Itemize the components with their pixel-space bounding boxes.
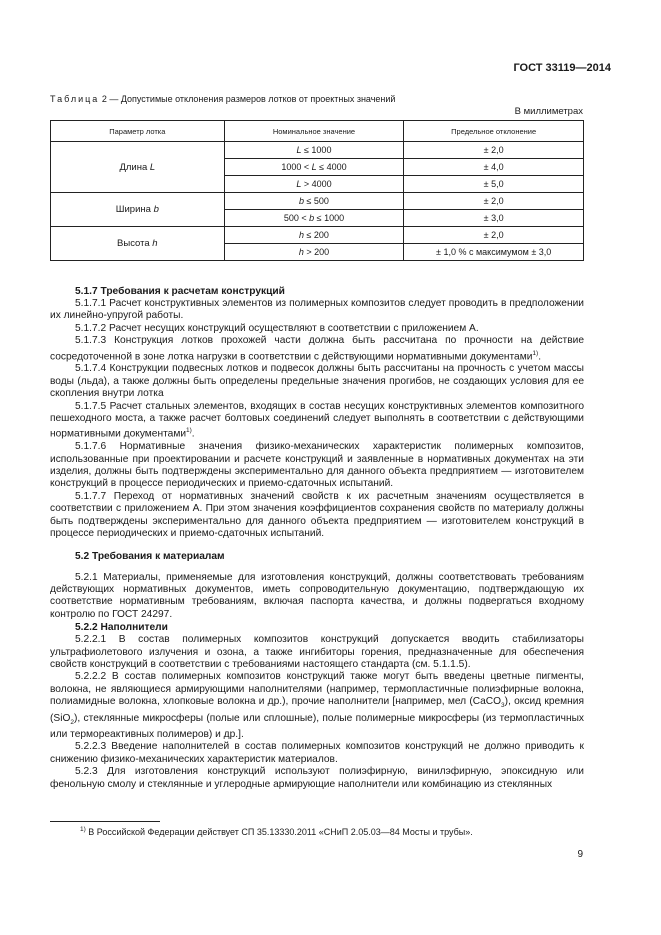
nominal-cell: h > 200: [224, 244, 404, 261]
paragraph-text: 5.1.7.5 Расчет стальных элементов, входящих в состав несущих конструктивных элементов композитного пешеходного моста, а также расчет болтовых соединений следует выполнять в соответствии с действующими нормативными документами: [50, 400, 584, 440]
section-5-1-7-title: 5.1.7 Требования к расчетам конструкций: [75, 286, 285, 297]
table-row: [51, 142, 584, 159]
tolerance-cell: ± 2,0: [404, 227, 584, 244]
paragraph-5-1-7-3: [50, 335, 584, 363]
param-length: Длина L: [51, 142, 225, 193]
param-width: Ширина b: [51, 193, 225, 227]
subscript: 2: [70, 718, 74, 726]
paragraph-5-1-7-5: [50, 401, 584, 442]
param-height: Высота h: [51, 227, 225, 261]
header-tolerance: Предельное отклонение: [404, 121, 584, 142]
paragraph-text-end: .: [191, 428, 195, 440]
paragraph-text: ), оксид кремния (SiO: [50, 696, 584, 724]
nominal-cell: L > 4000: [224, 176, 404, 193]
footnote-divider: [50, 821, 160, 822]
page-number: 9: [577, 849, 583, 860]
nominal-cell: h ≤ 200: [224, 227, 404, 244]
table-caption-label: Таблица: [50, 94, 100, 104]
paragraph-5-2-2-1: 5.2.2.1 В состав полимерных композитов конструкций допускается вводить стабилизаторы ультрафиолетового излучения и озона, а также ингибиторы горения, предназначенные для обеспечения свойств конструкций в соответствии с требованиями настоящего стандарта (см. 5.1.1.5).: [50, 634, 584, 670]
paragraph-5-2-2-3: 5.2.2.3 Введение наполнителей в состав полимерных композитов конструкций не должно приводить к снижению физико-механических характеристик материалов.: [50, 741, 584, 765]
tolerance-cell: ± 3,0: [404, 210, 584, 227]
standard-number: ГОСТ 33119—2014: [513, 62, 611, 74]
paragraph-text: 5.1.7.3 Конструкция лотков прохожей части должна быть рассчитана по прочности на действие сосредоточенной в зоне лотка нагрузки в соответствии с действующими нормативными документами: [50, 335, 584, 363]
section-5-2-2-title: 5.2.2 Наполнители: [75, 622, 168, 634]
paragraph-5-2-1: 5.2.1 Материалы, применяемые для изготовления конструкций, должны соответствовать требованиям действующих нормативных документов, иметь сопроводительную документацию, подтверждающую их соответствие нормативным требованиям, включая паспорта качества, и должны подвергаться входному контролю по ГОСТ 24297.: [50, 571, 584, 620]
nominal-cell: 1000 < L ≤ 4000: [224, 159, 404, 176]
paragraph-5-1-7-1: 5.1.7.1 Расчет конструктивных элементов из полимерных композитов следует проводить в предположении их линейно-упругой работы.: [50, 298, 584, 322]
footnote-mark: 1): [80, 826, 86, 833]
deviation-table: [50, 120, 584, 261]
table-row: [51, 227, 584, 244]
table-row: [51, 193, 584, 210]
paragraph-5-2-2-2: [50, 671, 584, 741]
section-5-2-title: 5.2 Требования к материалам: [75, 550, 225, 562]
paragraph-5-1-7-4: 5.1.7.4 Конструкции подвесных лотков и подвесок должны быть рассчитаны на прочность с учетом массы воды (льда), а также должны быть определены предельные значения прогибов, не создающих условия для ее скопления внутри лотка: [50, 363, 584, 400]
footnote-ref: 1): [532, 349, 539, 357]
table-caption-text: 2 — Допустимые отклонения размеров лотков от проектных значений: [101, 94, 396, 104]
table-unit: В миллиметрах: [514, 106, 583, 117]
table-caption: [50, 94, 395, 104]
paragraph-5-1-7-6: 5.1.7.6 Нормативные значения физико-механических характеристик полимерных композитов, использованные при проектировании и расчете конструкций и заявленные в нормативных документах на эти изделия, должны быть подтверждены экспериментально для данного объекта предприятием — изготовителем конструкций в процессе периодических и приемо-сдаточных испытаний.: [50, 441, 584, 490]
paragraph-5-1-7-2: 5.1.7.2 Расчет несущих конструкций осуществляют в соответствии с приложением А.: [75, 322, 479, 334]
paragraph-text-end: .: [538, 351, 542, 363]
paragraph-text: 5.2.2.2 В состав полимерных композитов конструкций также могут быть введены цветные пигменты, волокна, не являющиеся армирующими наполнителями (например, термопластичные полиэфирные волокна, полиамидные волокна, хлопковые волокна и др.), прочие наполнители [например, мел (CaCO: [50, 671, 584, 708]
subscript: 3: [501, 702, 505, 710]
document-body: [50, 285, 584, 791]
table-header-row: [51, 121, 584, 142]
nominal-cell: L ≤ 1000: [224, 142, 404, 159]
tolerance-cell: ± 4,0: [404, 159, 584, 176]
footnote: [80, 826, 473, 837]
paragraph-5-1-7-7: 5.1.7.7 Переход от нормативных значений свойств к их расчетным значениям осуществляется в соответствии с приложением А. При этом значения коэффициентов сохранения свойств по материалу должны быть подтверждены экспериментально для данного объекта предприятием — изготовителем конструкций в процессе периодических и приемо-сдаточных испытаний.: [50, 490, 584, 540]
tolerance-cell: ± 5,0: [404, 176, 584, 193]
header-nominal: Номинальное значение: [224, 121, 404, 142]
tolerance-cell: ± 1,0 % с максимумом ± 3,0: [404, 244, 584, 261]
tolerance-cell: ± 2,0: [404, 193, 584, 210]
header-parameter: Параметр лотка: [51, 121, 225, 142]
tolerance-cell: ± 2,0: [404, 142, 584, 159]
footnote-ref: 1): [186, 427, 192, 435]
paragraph-5-2-3: 5.2.3 Для изготовления конструкций используют полиэфирную, винилэфирную, эпоксидную или фенольную смолу и стеклянные и углеродные армирующие наполнители или комбинацию из стеклянных: [50, 766, 584, 790]
paragraph-text: ), стеклянные микросферы (полые или сплошные), полые полимерные микросферы (из термопластичных или термореактивных полимеров) и др.].: [50, 712, 584, 741]
nominal-cell: 500 < b ≤ 1000: [224, 210, 404, 227]
nominal-cell: b ≤ 500: [224, 193, 404, 210]
footnote-text: В Российской Федерации действует СП 35.13330.2011 «СНиП 2.05.03—84 Мосты и трубы».: [88, 827, 473, 837]
